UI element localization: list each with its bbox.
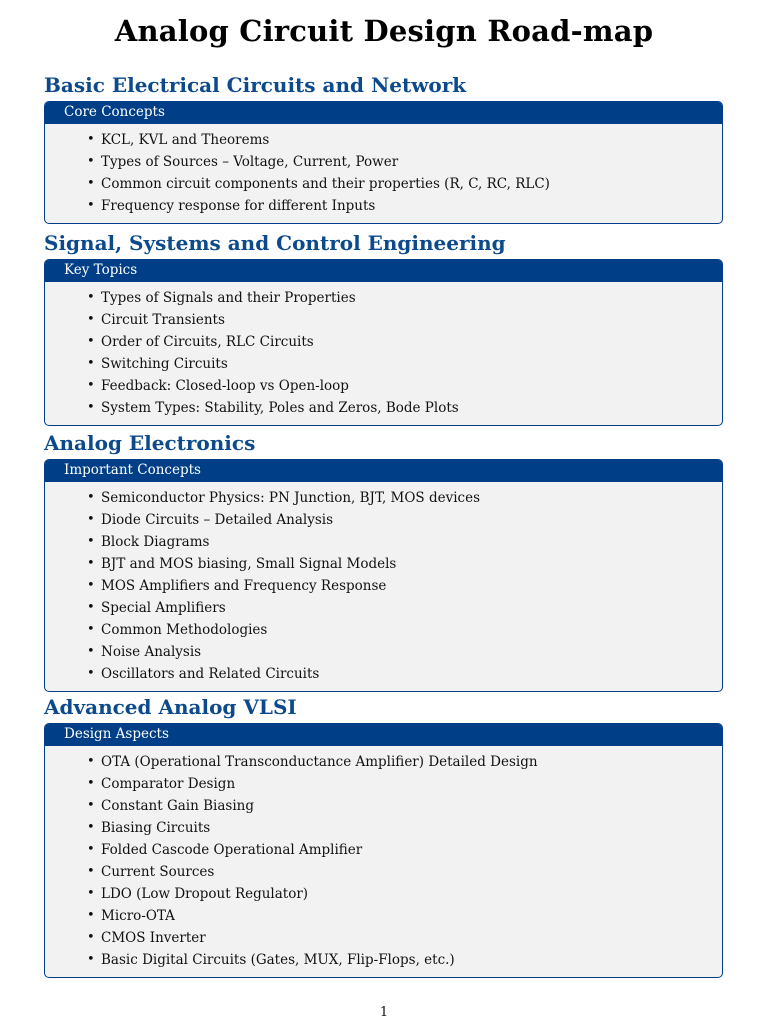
list-item-text: Circuit Transients [101,312,225,328]
bullet-icon: • [87,644,95,659]
content-box [44,723,723,978]
list-item [45,663,722,685]
bullet-list [45,482,722,691]
list-item [45,173,722,195]
bullet-icon: • [87,754,95,769]
bullet-icon: • [87,864,95,879]
section-heading: Signal, Systems and Control Engineering [44,231,506,255]
bullet-icon: • [87,154,95,169]
bullet-icon: • [87,198,95,213]
list-item-text: BJT and MOS biasing, Small Signal Models [101,556,397,572]
list-item-text: Current Sources [101,864,215,880]
bullet-icon: • [87,578,95,593]
bullet-icon: • [87,512,95,527]
box-header: Design Aspects [45,724,722,746]
bullet-icon: • [87,400,95,415]
list-item [45,531,722,553]
list-item-text: OTA (Operational Transconductance Amplifier) Detailed Design [101,754,538,770]
section-heading: Basic Electrical Circuits and Network [44,73,467,97]
section-signal-systems [44,230,723,426]
list-item-text: Micro-OTA [101,908,175,924]
bullet-icon: • [87,378,95,393]
bullet-icon: • [87,776,95,791]
content-box [44,259,723,426]
list-item-text: MOS Amplifiers and Frequency Response [101,578,387,594]
bullet-icon: • [87,176,95,191]
bullet-icon: • [87,290,95,305]
list-item [45,795,722,817]
list-item-text: Types of Sources – Voltage, Current, Power [101,154,399,170]
list-item [45,839,722,861]
list-item [45,927,722,949]
list-item [45,597,722,619]
bullet-icon: • [87,930,95,945]
box-header: Key Topics [45,260,722,282]
page-number: 1 [379,1005,389,1020]
bullet-icon: • [87,820,95,835]
list-item [45,817,722,839]
list-item [45,575,722,597]
bullet-icon: • [87,842,95,857]
section-heading: Advanced Analog VLSI [44,695,297,719]
list-item-text: KCL, KVL and Theorems [101,132,270,148]
bullet-icon: • [87,334,95,349]
list-item [45,773,722,795]
list-item-text: Semiconductor Physics: PN Junction, BJT, MOS devices [101,490,481,506]
list-item-text: Feedback: Closed-loop vs Open-loop [101,378,349,394]
list-item-text: Common Methodologies [101,622,268,638]
list-item [45,553,722,575]
list-item-text: Block Diagrams [101,534,210,550]
box-header: Core Concepts [45,102,722,124]
list-item-text: Comparator Design [101,776,236,792]
list-item [45,509,722,531]
list-item-text: Types of Signals and their Properties [101,290,356,306]
bullet-icon: • [87,312,95,327]
bullet-icon: • [87,356,95,371]
bullet-icon: • [87,666,95,681]
list-item [45,151,722,173]
section-advanced-analog-vlsi [44,694,723,978]
list-item-text: Common circuit components and their properties (R, C, RC, RLC) [101,176,550,192]
bullet-icon: • [87,132,95,147]
box-header: Important Concepts [45,460,722,482]
section-basic-electrical [44,72,723,224]
list-item [45,195,722,217]
bullet-icon: • [87,886,95,901]
list-item-text: Special Amplifiers [101,600,226,616]
list-item-text: CMOS Inverter [101,930,206,946]
list-item [45,287,722,309]
list-item [45,861,722,883]
list-item-text: Diode Circuits – Detailed Analysis [101,512,334,528]
list-item [45,129,722,151]
bullet-icon: • [87,556,95,571]
list-item [45,331,722,353]
bullet-list [45,746,722,977]
bullet-icon: • [87,622,95,637]
bullet-icon: • [87,600,95,615]
list-item [45,487,722,509]
list-item-text: Switching Circuits [101,356,228,372]
bullet-icon: • [87,534,95,549]
list-item [45,751,722,773]
list-item [45,397,722,419]
bullet-list [45,124,722,223]
section-analog-electronics [44,430,723,692]
list-item-text: Basic Digital Circuits (Gates, MUX, Flip-Flops, etc.) [101,952,455,968]
list-item [45,619,722,641]
content-box [44,101,723,224]
section-heading: Analog Electronics [44,431,256,455]
list-item-text: Noise Analysis [101,644,202,660]
list-item-text: Biasing Circuits [101,820,211,836]
bullet-icon: • [87,798,95,813]
list-item-text: System Types: Stability, Poles and Zeros, Bode Plots [101,400,459,416]
bullet-icon: • [87,490,95,505]
list-item [45,883,722,905]
list-item-text: Oscillators and Related Circuits [101,666,320,682]
bullet-icon: • [87,908,95,923]
bullet-list [45,282,722,425]
bullet-icon: • [87,952,95,967]
list-item [45,375,722,397]
list-item-text: LDO (Low Dropout Regulator) [101,886,309,902]
list-item [45,949,722,971]
list-item [45,353,722,375]
list-item [45,309,722,331]
page-title: Analog Circuit Design Road-map [114,14,654,48]
list-item-text: Frequency response for different Inputs [101,198,376,214]
list-item [45,641,722,663]
list-item-text: Folded Cascode Operational Amplifier [101,842,363,858]
content-box [44,459,723,692]
list-item [45,905,722,927]
list-item-text: Constant Gain Biasing [101,798,254,814]
list-item-text: Order of Circuits, RLC Circuits [101,334,314,350]
